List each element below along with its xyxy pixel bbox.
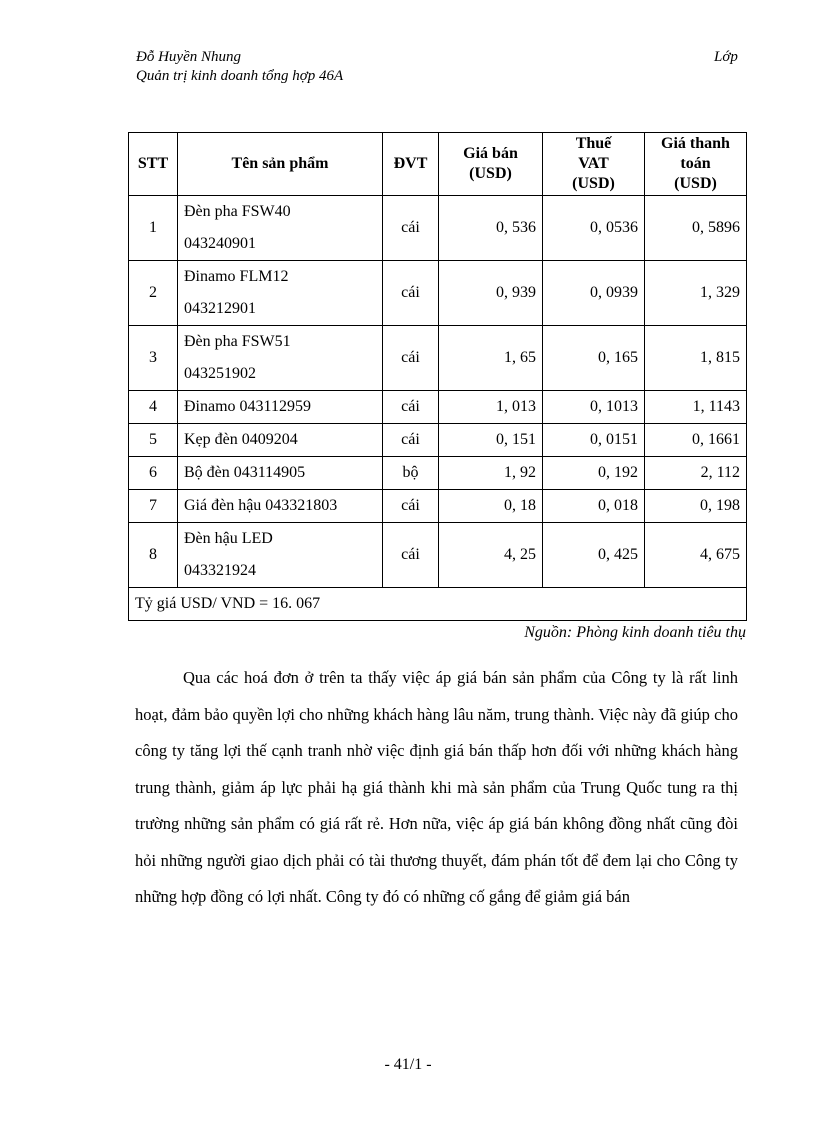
col-header-price: Giá bán (USD) [439, 133, 543, 196]
class-label: Lớp [714, 49, 738, 65]
table-footer-row [129, 588, 747, 621]
price-table [128, 132, 747, 621]
cell-unit: cái [383, 490, 439, 523]
cell-name: Bộ đèn 043114905 [178, 457, 383, 490]
cell-vat: 0, 018 [543, 490, 645, 523]
col-header-unit: ĐVT [383, 133, 439, 196]
cell-vat: 0, 0939 [543, 261, 645, 326]
department-name: Quản trị kinh doanh tổng hợp 46A [136, 68, 344, 84]
cell-unit: cái [383, 326, 439, 391]
cell-vat: 0, 0536 [543, 196, 645, 261]
page-number: - 41/1 - [384, 1056, 432, 1073]
table-row [129, 523, 747, 588]
cell-unit: cái [383, 424, 439, 457]
cell-vat: 0, 192 [543, 457, 645, 490]
cell-stt: 6 [129, 457, 178, 490]
cell-price: 1, 65 [439, 326, 543, 391]
cell-stt: 4 [129, 391, 178, 424]
cell-vat: 0, 425 [543, 523, 645, 588]
table-header-row [129, 133, 747, 196]
table-row [129, 457, 747, 490]
cell-price: 1, 013 [439, 391, 543, 424]
table-row [129, 261, 747, 326]
cell-vat: 0, 0151 [543, 424, 645, 457]
cell-name: Giá đèn hậu 043321803 [178, 490, 383, 523]
cell-price: 0, 151 [439, 424, 543, 457]
cell-price: 0, 536 [439, 196, 543, 261]
body-paragraph: Qua các hoá đơn ở trên ta thấy việc áp giá bán sản phẩm của Công ty là rất linh hoạt, đảm bảo quyền lợi cho những khách hàng lâu năm, trung thành. Việc này đã giúp cho công ty tăng lợi thế cạnh tranh nhờ việc định giá bán thấp hơn đối với những khách hàng trung thành, giảm áp lực phải hạ giá thành khi mà sản phẩm của Trung Quốc tung ra thị trường những sản phẩm có giá rất rẻ. Hơn nữa, việc áp giá bán không đồng nhất cũng đòi hỏi những người giao dịch phải có tài thương thuyết, đám phán tốt để đem lại cho Công ty những hợp đồng có lợi nhất. Công ty đó có những cố gắng để giảm giá bán [135, 668, 738, 906]
table-row [129, 391, 747, 424]
cell-total: 0, 198 [645, 490, 747, 523]
table-row [129, 326, 747, 391]
cell-name: Đèn pha FSW51 043251902 [178, 326, 383, 391]
cell-unit: cái [383, 523, 439, 588]
cell-unit: bộ [383, 457, 439, 490]
cell-stt: 1 [129, 196, 178, 261]
col-header-name: Tên sản phẩm [178, 133, 383, 196]
cell-total: 0, 1661 [645, 424, 747, 457]
cell-stt: 5 [129, 424, 178, 457]
cell-name: Đèn pha FSW40 043240901 [178, 196, 383, 261]
cell-price: 4, 25 [439, 523, 543, 588]
cell-name: Đèn hậu LED 043321924 [178, 523, 383, 588]
author-name: Đỗ Huyền Nhung [136, 49, 241, 65]
col-header-vat: Thuế VAT (USD) [543, 133, 645, 196]
cell-stt: 2 [129, 261, 178, 326]
cell-total: 2, 112 [645, 457, 747, 490]
page-header [136, 48, 343, 86]
table-row [129, 196, 747, 261]
cell-total: 1, 1143 [645, 391, 747, 424]
cell-price: 0, 939 [439, 261, 543, 326]
cell-vat: 0, 165 [543, 326, 645, 391]
cell-unit: cái [383, 261, 439, 326]
source-note: Nguồn: Phòng kinh doanh tiêu thụ [524, 624, 746, 641]
cell-unit: cái [383, 391, 439, 424]
col-header-stt: STT [129, 133, 178, 196]
cell-price: 1, 92 [439, 457, 543, 490]
cell-stt: 8 [129, 523, 178, 588]
cell-name: Đinamo FLM12 043212901 [178, 261, 383, 326]
cell-name: Đinamo 043112959 [178, 391, 383, 424]
table-row [129, 490, 747, 523]
cell-unit: cái [383, 196, 439, 261]
cell-name: Kẹp đèn 0409204 [178, 424, 383, 457]
cell-total: 4, 675 [645, 523, 747, 588]
table-row [129, 424, 747, 457]
cell-stt: 7 [129, 490, 178, 523]
col-header-total: Giá thanh toán (USD) [645, 133, 747, 196]
cell-vat: 0, 1013 [543, 391, 645, 424]
cell-total: 0, 5896 [645, 196, 747, 261]
cell-total: 1, 329 [645, 261, 747, 326]
exchange-rate-note: Tỷ giá USD/ VND = 16. 067 [129, 588, 747, 621]
cell-stt: 3 [129, 326, 178, 391]
cell-price: 0, 18 [439, 490, 543, 523]
cell-total: 1, 815 [645, 326, 747, 391]
